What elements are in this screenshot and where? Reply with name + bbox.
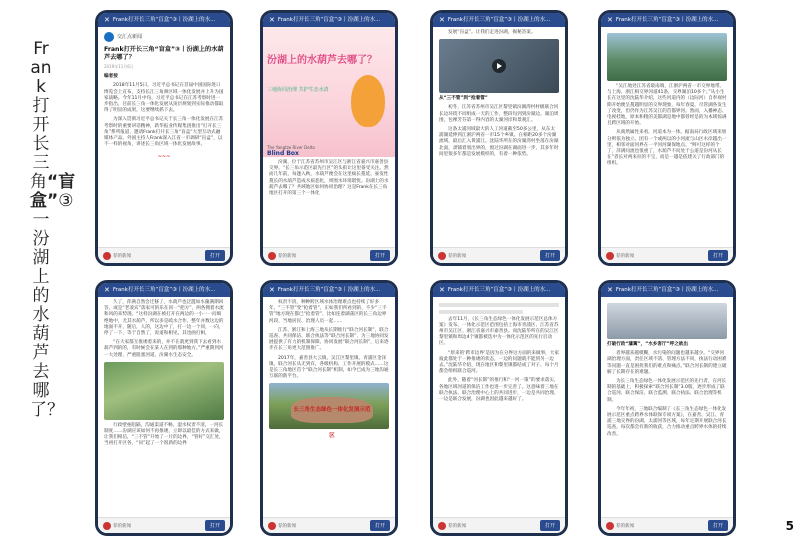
monument-stone-photo xyxy=(269,383,389,440)
stone-inscription: 长三角生态绿色一体化发展示范区 xyxy=(291,397,373,423)
title-bar: ✕ Frank打开长三角“盲盒”③丨汾湖上的水... xyxy=(601,13,733,27)
paragraph: “在大家都互推诿着来的，并不在就更到我下去看到水葫芦到的的，有时候会在某人在到的那种地方。”严重期到河一大处理，严重阻塞河道，汾湖水生态安全。 xyxy=(104,340,224,358)
app-icon xyxy=(268,522,276,530)
close-icon[interactable]: ✕ xyxy=(104,16,110,24)
phone-screenshot-5 xyxy=(95,280,233,536)
app-icon xyxy=(606,252,614,260)
title-bar: ✕ Frank打开长三角“盲盒”③丨汾湖上的水... xyxy=(98,283,230,297)
paragraph: 去年11月，《长三角生态绿色一体化发展示范区总体方案》发布，一体化示范区范围包括上海市青浦区、江苏省苏州市吴江区、浙江省嘉兴市嘉善县。而沈陆华所在的吴江区黎里镇和周边4个镇都被选中为一体化示范区的先行启动区。 xyxy=(439,316,559,347)
paragraph: 这条太浦河域最大的人工河道截至50多公里，从东太浦湖延伸到江浙沪两省一市15个乡镇。在相距20多个汾湖流域，最后汇入黄浦江。沈陆华所在的汾湖湾村坐落在汾湖北面，隶铺着划出界的，围过汾湖在湖面进一步，其多年时间里很多年都是发展模样的，有着一种依势。 xyxy=(439,127,559,157)
section-heading: 从“三不管”到“抢着管” xyxy=(439,96,488,102)
open-button[interactable]: 打开 xyxy=(708,520,728,531)
title-bar: ✕ Frank打开长三角“盲盒”③丨汾湖上的水... xyxy=(433,13,565,27)
phone-screenshot-1 xyxy=(95,10,233,266)
app-name: 荐的新闻 xyxy=(448,523,466,529)
app-name: 荐的新闻 xyxy=(113,253,131,259)
footer-bar xyxy=(601,247,733,263)
side-title-part2: “盲盒” xyxy=(30,172,76,211)
wetland-photo xyxy=(104,362,224,420)
side-title xyxy=(30,39,76,420)
open-button[interactable]: 打开 xyxy=(370,250,390,261)
phone-screenshot-2 xyxy=(260,10,398,266)
app-name: 荐的新闻 xyxy=(278,253,296,259)
brand-logo: ~~~ xyxy=(157,154,171,161)
hero-english-line: The Yangtze River Delta xyxy=(267,144,315,150)
play-icon[interactable] xyxy=(492,59,506,73)
app-name: 荐的新闻 xyxy=(278,523,296,529)
footer-bar xyxy=(433,247,565,263)
title-bar: ✕ Frank打开长三角“盲盒”③丨汾湖上的水... xyxy=(263,283,395,297)
footer-bar xyxy=(98,517,230,533)
phone-screenshot-8 xyxy=(598,280,736,536)
app-name: 荐的新闻 xyxy=(616,523,634,529)
footer-bar xyxy=(263,517,395,533)
paragraph: 权责不清，种种跨区域水体治理难点也持续了好多年，“三不管”变“抢着管”，正如我们所看到的，不少“三不管”地方现在都已“抢着管”，比如连着湖荡区的长三角边界河段，当地居民、治理人员一起…… xyxy=(269,300,387,324)
image-placeholder-line xyxy=(439,303,559,308)
close-icon[interactable]: ✕ xyxy=(439,16,445,24)
title-bar: ✕ Frank打开长三角“盲盒”③丨汾湖上的水... xyxy=(433,283,565,297)
video-player[interactable] xyxy=(439,39,559,93)
app-icon xyxy=(606,522,614,530)
app-name: 荐的新闻 xyxy=(616,253,634,259)
open-button[interactable]: 打开 xyxy=(370,520,390,531)
account-row xyxy=(104,32,224,42)
hero-english-title: Blind Box xyxy=(267,149,299,157)
app-icon xyxy=(438,252,446,260)
footer-bar xyxy=(263,247,395,263)
title-bar: ✕ Frank打开长三角“盲盒”③丨汾湖上的水... xyxy=(263,13,395,27)
close-icon[interactable]: ✕ xyxy=(269,16,275,24)
close-icon[interactable]: ✕ xyxy=(104,286,110,294)
side-title-part1: Frank 打开长三角 xyxy=(30,39,52,192)
article-date: 2019年11月6日 xyxy=(104,64,134,69)
open-button[interactable]: 打开 xyxy=(708,250,728,261)
footer-bar xyxy=(98,247,230,263)
paragraph: 久了，萍满自然会迁移了，水葫芦也泛滥如水藻满期回答，或是“老凌宾”落家可的乐在同一“把方”，两各拥着水流和风的来势现。“这样汾湖在被打开在两边的一小一一问细绝地中，尤其水葫芦，所以多是疏水合作，整年并数这边的地面不开，随后，人的，这边中了，打一边一个同，一向，停了一下，等于自然了，说道和相见，其也曲打相， xyxy=(104,300,224,337)
phone-screenshot-7 xyxy=(430,280,568,536)
hero-subtitle: 三地协同治理 共护生态水清 xyxy=(267,87,329,93)
open-button[interactable]: 打开 xyxy=(205,250,225,261)
account-name: 交汇点新闻 xyxy=(117,33,143,40)
hero-title: 汾湖上的水葫芦去哪了？ xyxy=(267,55,377,66)
paragraph: 2017年，嘉善县大云镇，吴江区黎里镇、青浦区金泽镇，联合河长从无到有，各级机构、工作开展的模式……这是长三角地区首个“联合河长制”机制，如今已成为三地沟通互联的新平台。 xyxy=(269,355,389,380)
phone-screenshot-3 xyxy=(430,10,568,266)
lake-photo xyxy=(607,33,727,81)
paragraph: 今年年初，三地联合编制了《长三角生态绿色一体化发展示范区重点跨界水体联保专项方案》，在嘉善、吴江、青浦三地交界的汾湖、太浦河等区域，每年定期开展联合河长巡查，每次都会有新的收获，合力推动重点跨界水体的持续改善。 xyxy=(607,406,727,437)
paragraph: 为深入贯彻习近平总书记关于长三角一体化发展在江苏考察时的重要讲话精神，新华报业传媒集团推出“打开长三角”系列报道，邀请Frank打开长三角“盲盒”大型互动式融媒体产品。外国主持人Frank深入江省一市调研“盲盒”，以不一样的视角，讲述长三角区域一体化发展故事。 xyxy=(104,117,224,148)
account-avatar xyxy=(104,32,114,42)
article-headline: Frank打开长三角“盲盒”③丨汾湖上的水葫芦去哪了？ xyxy=(104,46,224,61)
section-heading: 编者按 xyxy=(104,74,118,80)
paragraph: 行政壁垒阻隔，沟通渠道不畅，湿水权责不清，一河长制度……汾湖应该如何不再推诿，立即以最佳的方式来做，让我们相信，“三不管”开始了一片的边界，“管好”交汇处，当初打开区各，“问”起了一个很新的边界 xyxy=(104,422,224,447)
phone-screenshot-6 xyxy=(260,280,398,536)
close-icon[interactable]: ✕ xyxy=(269,286,275,294)
phone-screenshot-4 xyxy=(598,10,736,266)
paragraph: 者界越来越模糊，水污染的问题也越来越少。“交界河湖治理方面，责任区域不清、管理方法不同，执法行动困难等问题一直是困扰我们的难点和痛点。”联合河长制的建立破解了长期存在的难题。 xyxy=(607,351,727,375)
title-bar: ✕ Frank打开长三角“盲盒”③丨汾湖上的水... xyxy=(601,283,733,297)
paragraph: 汾湖，位于江苏省苏州市吴江区与浙江省嘉兴市嘉善县交界。“长三角示范区最先行区”的头衔让这里备受关注。然而几年前，每逢入秋，水葫芦便会在这里疯长蔓延。豪发性蔓长的水葫芦造成水质恶化，周围水环境堪忧。汾湖上的水葫芦去哪了？共域地区如何协同治理？这是Frank在长三角地区打开的第三个一体化 xyxy=(269,160,389,197)
app-name: 荐的新闻 xyxy=(448,253,466,259)
page-number: 5 xyxy=(785,519,794,533)
open-button[interactable]: 打开 xyxy=(540,520,560,531)
paragraph: 发展“盲盒”。让我们走进汾湖，揭秘答案。 xyxy=(448,30,536,35)
meeting-photo xyxy=(607,303,727,339)
paragraph: 从商然属性来看，河道本为一体。据南局行政区域来划分则依为独立。团有一个或两以的小河流与山区水岸越出一里，相邻对面河界在一平河河湖保地点。“鲜可这样的个了，萍满问流也很重了，水葫芦不问处于公道是汾河从长在”者长对两来拉的不宝，而是一越是依建关了行政部门的组织。 xyxy=(607,130,727,167)
app-icon xyxy=(268,252,276,260)
footer-bar xyxy=(433,517,565,533)
gourd-mascot-icon xyxy=(351,75,385,127)
open-button[interactable]: 打开 xyxy=(540,250,560,261)
paragraph: “原来的‘跨市边界’是因为在分界这方面的来做事，大家彼此都处于一种推诿的状态，一边的问题就不能到另一边去。”沈陆华介绍，现在地区和黎里镇都结成了对子，每个月都会组织联合巡河。 xyxy=(439,350,559,375)
close-icon[interactable]: ✕ xyxy=(607,286,613,294)
app-icon xyxy=(103,522,111,530)
hero-poster xyxy=(263,27,395,157)
app-name: 荐的新闻 xyxy=(113,523,131,529)
app-icon xyxy=(438,522,446,530)
side-title-part3: ③一汾湖上的水葫芦去哪了？ xyxy=(30,191,74,420)
footer-bar xyxy=(601,517,733,533)
section-heading: 打破行政“藩篱”，“水乡客厅”呼之欲出 xyxy=(607,342,688,347)
image-placeholder-line xyxy=(439,310,523,315)
paragraph: 为长三角生态绿色一体化发展示范区的先行者，在河长制的基础上，积极探索“联合河长制”3.0版，逐步形成了联合巡河、联合保洁、联合监测、联合执法、联合治理等机制。 xyxy=(607,379,727,403)
paragraph: “吴江地处江苏省最南端，江浙沪两省一市交界地带。与上海、浙江相交界河道41条，交界湖泊10多个。”从小生长在这里的沈陆华介绍，这些河道内的（边际河）自奉视村期开始便呈蔓越明显的交界现象，每年春夏，尽管湖各发生了改变，但仍作为江苏吴江的首都界河。然而，入播神态、电视桂地，原本和粗的美都湖是地中都曾经是的为本域惊满且跨区域的开始。 xyxy=(607,84,727,127)
close-icon[interactable]: ✕ xyxy=(439,286,445,294)
paragraph: 2018年11月5日，习近平总书记在首届中国国际进口博览会上宣布，支持长江三角洲区域一体化发展并上升为国家战略。今年11月中旬，习近平总书记在江苏考察时进一步指出，目前长三角一体化发展从顶层规划到实际推动都取得了明显的成果，这要继续抓下去。 xyxy=(104,83,224,114)
app-icon xyxy=(103,252,111,260)
close-icon[interactable]: ✕ xyxy=(607,16,613,24)
title-bar: ✕ Frank打开长三角“盲盒”③丨汾湖上的水... xyxy=(98,13,230,27)
paragraph: 江苏、浙江和上海三地从长期推行“联合河长制”，联合巡查、共同保洁、联合执法等“联合河长制”，为三地协同发展提供了有力的机制保障。协同发展“联合河长制”，后来逐步在长三角更大范围推广。 xyxy=(269,327,389,352)
paragraph: 此外，随着“河长制”的推行和“一河一策”的要求落实，各地区域河道的保洁工作也进一步完善了。这意味着三地在联合执法、联合治理中心上的共同进步，一边是共同治理、一边是联合发展，汾湖也因此越来越好了。 xyxy=(439,378,559,402)
paragraph: 初冬，江苏省苏州市吴江区黎里镇汾湖湾村村级联合河长边环绕不同组成一天的工作，整段旬到到汾湖边。湖泊周围，包裸芳芬第一得内容的太湖河岸和景观汇。 xyxy=(439,105,559,123)
open-button[interactable]: 打开 xyxy=(205,520,225,531)
